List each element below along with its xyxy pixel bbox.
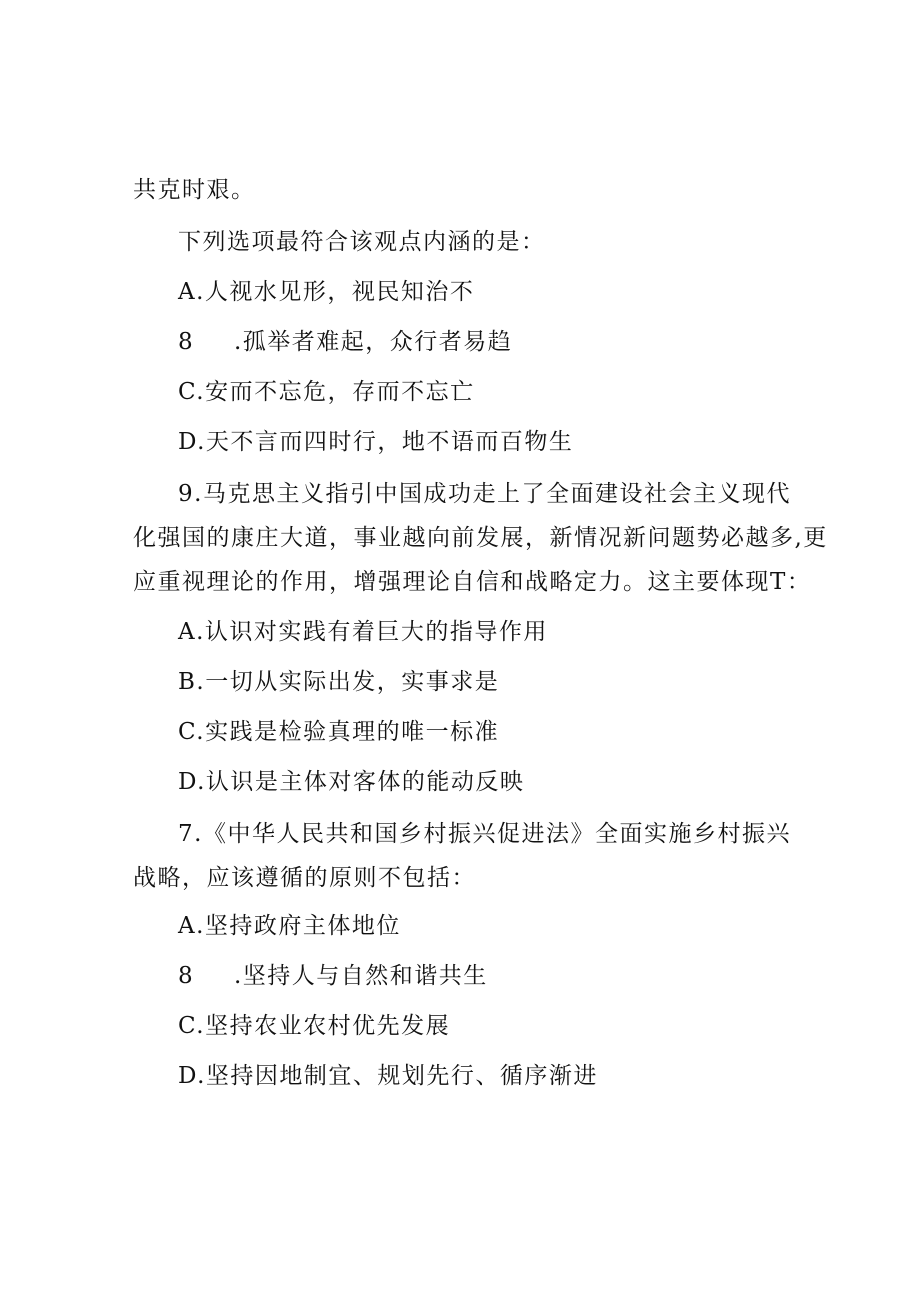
option-b-number: 8 xyxy=(178,963,195,989)
question-9-line-1: 9.马克思主义指引中国成功走上了全面建设社会主义现代 xyxy=(178,481,791,507)
option-c: C.安而不忘危，存而不忘亡 xyxy=(178,379,475,405)
question-7-line-2: 战略，应该遵循的原则不包括： xyxy=(133,865,476,891)
option-a: A.坚持政府主体地位 xyxy=(178,913,401,939)
option-b-number: 8 xyxy=(178,329,195,355)
question-9-line-3: 应重视理论的作用，增强理论自信和战略定力。这主要体现T： xyxy=(133,569,812,595)
question-prompt: 下列选项最符合该观点内涵的是： xyxy=(178,229,546,255)
paragraph-continuation: 共克时艰。 xyxy=(133,177,256,203)
option-b xyxy=(178,327,512,357)
option-b-text: .坚持人与自然和谐共生 xyxy=(234,963,488,989)
option-b-text: .孤举者难起，众行者易趋 xyxy=(234,329,513,355)
question-7-line-1: 7.《中华人民共和国乡村振兴促进法》全面实施乡村振兴 xyxy=(178,821,791,847)
option-d: D.认识是主体对客体的能动反映 xyxy=(178,769,525,795)
question-9-line-2: 化强国的康庄大道，事业越向前发展，新情况新问题势必越多,更 xyxy=(133,525,828,551)
option-a: A.人视水见形，视民知治不 xyxy=(178,279,475,305)
option-c: C.坚持农业农村优先发展 xyxy=(178,1013,451,1039)
option-c: C.实践是检验真理的唯一标准 xyxy=(178,719,500,745)
option-b: B.一切从实际出发，实事求是 xyxy=(178,669,500,695)
option-a: A.认识对实践有着巨大的指导作用 xyxy=(178,619,548,645)
option-d: D.坚持因地制宜、规划先行、循序渐进 xyxy=(178,1063,598,1089)
option-d: D.天不言而四时行，地不语而百物生 xyxy=(178,429,574,455)
option-b xyxy=(178,961,488,991)
